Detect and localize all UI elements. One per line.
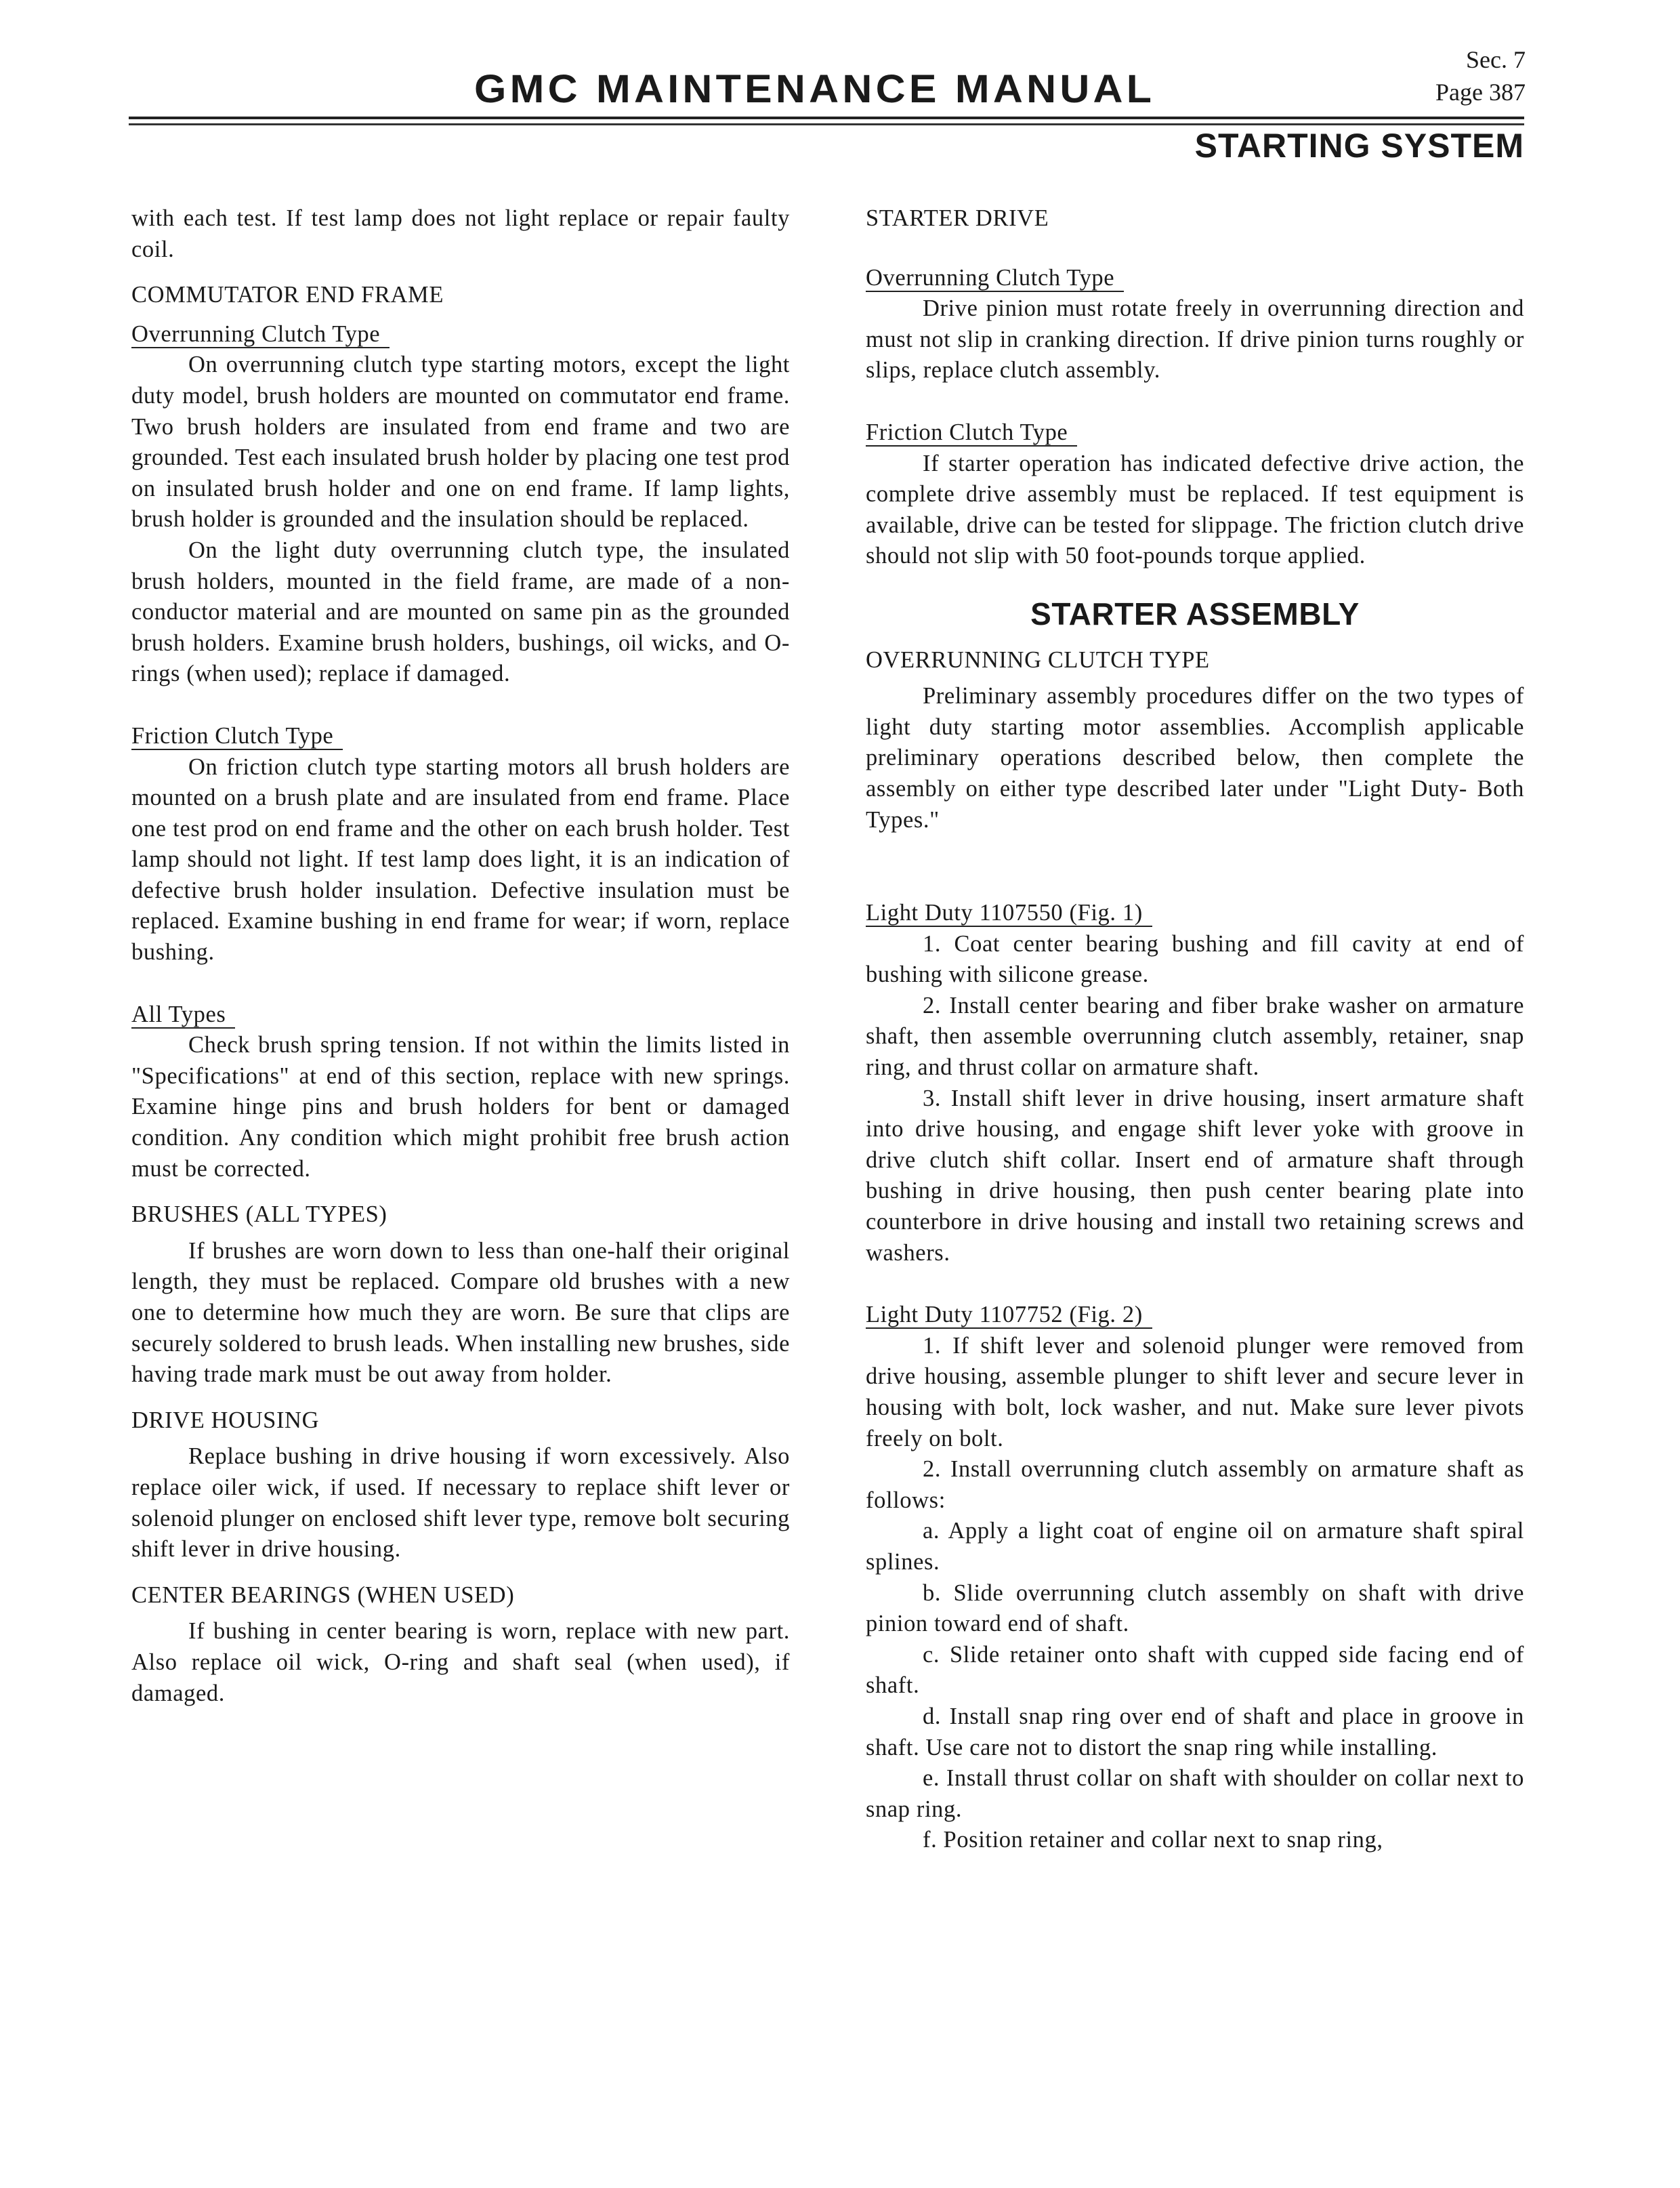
- subheading-text: Friction Clutch Type: [866, 419, 1077, 447]
- paragraph: 1. Coat center bearing bushing and fill cavity at end of bushing with silicone grease.: [866, 930, 1524, 988]
- section-heading: DRIVE HOUSING: [131, 1407, 320, 1433]
- subheading-text: Overrunning Clutch Type: [866, 265, 1124, 292]
- paragraph: d. Install snap ring over end of shaft and place in groove in shaft. Use care not to distort the snap ring while installing.: [866, 1703, 1524, 1760]
- section-heading: COMMUTATOR END FRAME: [131, 282, 444, 308]
- paragraph: a. Apply a light coat of engine oil on armature shaft spiral splines.: [866, 1518, 1524, 1575]
- paragraph: If brushes are worn down to less than one-half their original length, they must be replaced. Compare old brushes with a new one to determine how much they are worn. Be sure that clips are securely soldered to brush leads. When installing new brushes, side having trade mark must be out away from holder.: [131, 1237, 790, 1388]
- paragraph: If starter operation has indicated defective drive action, the complete drive assembly must be replaced. If test equipment is available, drive can be tested for slippage. The friction clutch drive should not slip with 50 foot-pounds torque applied.: [866, 450, 1524, 569]
- paragraph: 2. Install center bearing and fiber brake washer on armature shaft, then assemble overrunning clutch assembly, retainer, snap ring, and thrust collar on armature shaft.: [866, 992, 1524, 1081]
- paragraph: Preliminary assembly procedures differ on the two types of light duty starting motor assemblies. Accomplish applicable preliminary operations described below, then complete the assembly on either type described later under "Light Duty- Both Types.": [866, 683, 1524, 833]
- subheading-text: All Types: [131, 1002, 235, 1029]
- header-rule: [129, 123, 1524, 125]
- subheading: [866, 417, 1524, 449]
- page-number: Page 387: [1435, 79, 1526, 106]
- section-heading: STARTER DRIVE: [866, 205, 1049, 231]
- subheading: [866, 898, 1524, 929]
- manual-title: GMC MAINTENANCE MANUAL: [474, 67, 1156, 111]
- left-column: [131, 203, 790, 1709]
- paragraph: 3. Install shift lever in drive housing, insert armature shaft into drive housing, and engage shift lever yoke with groove in drive clutch shift collar. Insert end of armature shaft through bushing in drive housing, then push center bearing plate into counterbore in drive housing and install two retaining screws and washers.: [866, 1085, 1524, 1266]
- subheading: [866, 1300, 1524, 1331]
- right-column: [866, 203, 1524, 1856]
- subheading: [131, 721, 790, 752]
- subheading: [131, 319, 790, 350]
- subheading-text: Overrunning Clutch Type: [131, 321, 390, 348]
- paragraph: On friction clutch type starting motors all brush holders are mounted on a brush plate and are insulated from end frame. Place one test prod on end frame and the other on each brush holder. Test lamp should not light. If test lamp does light, it is an indication of defective brush holder insulation. Defective insulation must be replaced. Examine bushing in end frame for wear; if worn, replace bushing.: [131, 754, 790, 966]
- paragraph: 1. If shift lever and solenoid plunger were removed from drive housing, assemble plunger to shift lever and secure lever in housing with bolt, lock washer, and nut. Make sure lever pivots freely on bolt.: [866, 1332, 1524, 1451]
- paragraph: f. Position retainer and collar next to snap ring,: [923, 1827, 1383, 1853]
- subheading-text: Light Duty 1107550 (Fig. 1): [866, 900, 1152, 927]
- major-heading: STARTER ASSEMBLY: [1030, 596, 1360, 632]
- paragraph: c. Slide retainer onto shaft with cupped side facing end of shaft.: [866, 1641, 1524, 1699]
- paragraph: On the light duty overrunning clutch type, the insulated brush holders, mounted in the field frame, are made of a non-conductor material and are mounted on same pin as the grounded brush holders. Examine brush holders, bushings, oil wicks, and O-rings (when used); replace if damaged.: [131, 537, 790, 687]
- section-title: STARTING SYSTEM: [1194, 127, 1524, 165]
- section-number: Sec. 7: [1466, 46, 1526, 73]
- section-heading: BRUSHES (ALL TYPES): [131, 1201, 387, 1228]
- paragraph: Replace bushing in drive housing if worn excessively. Also replace oiler wick, if used. If necessary to replace shift lever or solenoid plunger on enclosed shift lever type, remove bolt securing shift lever in drive housing.: [131, 1443, 790, 1563]
- section-heading: OVERRUNNING CLUTCH TYPE: [866, 646, 1210, 673]
- paragraph: e. Install thrust collar on shaft with shoulder on collar next to snap ring.: [866, 1765, 1524, 1822]
- paragraph: Drive pinion must rotate freely in overrunning direction and must not slip in cranking direction. If drive pinion turns roughly or slips, replace clutch assembly.: [866, 295, 1524, 384]
- paragraph: b. Slide overrunning clutch assembly on shaft with drive pinion toward end of shaft.: [866, 1580, 1524, 1637]
- subheading-text: Friction Clutch Type: [131, 723, 343, 750]
- subheading: [866, 263, 1524, 294]
- paragraph: with each test. If test lamp does not light replace or repair faulty coil.: [131, 205, 790, 262]
- page-reference: [1435, 43, 1526, 108]
- subheading-text: Light Duty 1107752 (Fig. 2): [866, 1302, 1152, 1329]
- section-heading: CENTER BEARINGS (WHEN USED): [131, 1582, 515, 1608]
- paragraph: Check brush spring tension. If not within the limits listed in "Specifications" at end of this section, replace with new springs. Examine hinge pins and brush holders for bent or damaged condition. Any condition which might prohibit free brush action must be corrected.: [131, 1032, 790, 1182]
- paragraph: 2. Install overrunning clutch assembly on armature shaft as follows:: [866, 1456, 1524, 1513]
- header-rule: [129, 117, 1524, 119]
- paragraph: On overrunning clutch type starting motors, except the light duty model, brush holders are mounted on commutator end frame. Two brush holders are insulated from end frame and two are grounded. Test each insulated brush holder by placing one test prod on insulated brush holder and one on end frame. If lamp lights, brush holder is grounded and the insulation should be replaced.: [131, 352, 790, 533]
- subheading: [131, 999, 790, 1031]
- paragraph: If bushing in center bearing is worn, replace with new part. Also replace oil wick, O-ring and shaft seal (when used), if damaged.: [131, 1618, 790, 1706]
